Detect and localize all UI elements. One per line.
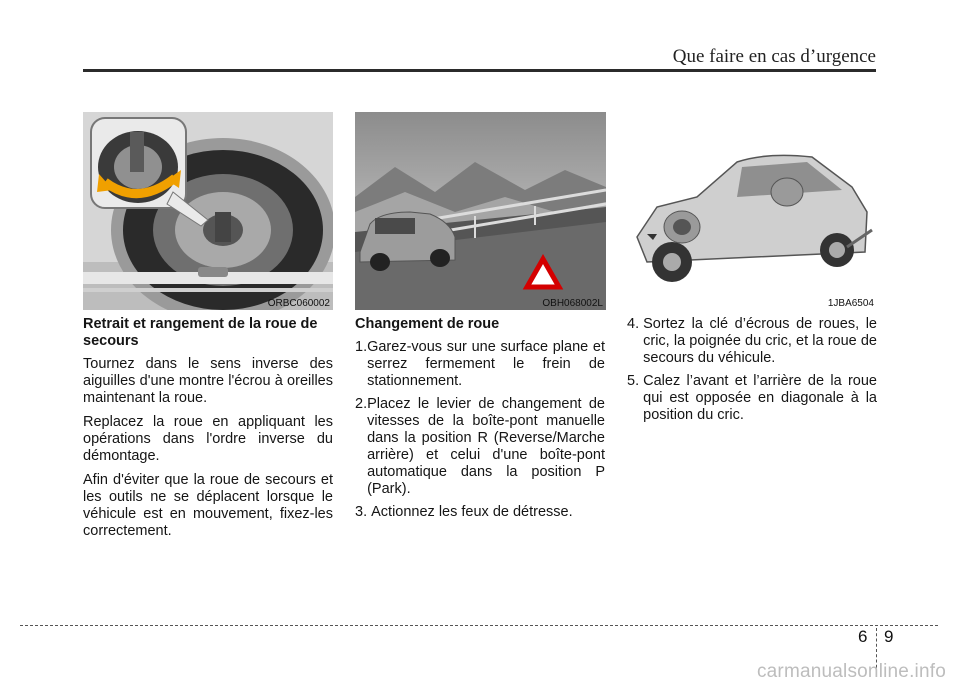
item-number: 4. xyxy=(627,316,644,332)
column-spare-wheel xyxy=(83,316,333,547)
page-header-title: Que faire en cas d’urgence xyxy=(672,46,876,67)
list-item xyxy=(627,316,877,367)
figure-car-jack xyxy=(627,112,877,310)
item-number: 2. xyxy=(355,396,368,412)
list-item xyxy=(627,373,877,424)
item-number: 5. xyxy=(627,373,644,389)
footer-dashed-rule xyxy=(20,625,938,626)
paragraph: Tournez dans le sens inverse des aiguilles d'une montre l'écrou à oreilles maintenant la roue. xyxy=(83,356,333,406)
item-text: Actionnez les feux de détresse. xyxy=(371,504,573,520)
column-wheel-change xyxy=(355,316,605,527)
section-heading: Changement de roue xyxy=(355,316,500,332)
figure-caption: 1JBA6504 xyxy=(827,298,874,309)
item-text: Garez-vous sur une surface plane et serrez fermement le frein de stationnement. xyxy=(367,339,605,389)
car-jack-illustration xyxy=(627,112,877,310)
item-text: Calez l’avant et l’arrière de la roue qui est opposée en diagonale à la position du cric. xyxy=(643,373,877,423)
spare-tire-illustration xyxy=(83,112,333,310)
hazard-parking-illustration xyxy=(355,112,606,310)
paragraph: Afin d'éviter que la roue de secours et les outils ne se déplacent lorsque le véhicule est en mouvement, fixez-les correctement. xyxy=(83,472,333,539)
page-number: 9 xyxy=(884,627,894,646)
figure-hazard-parking xyxy=(355,112,606,310)
list-item xyxy=(355,396,605,498)
column-wheel-change-continued xyxy=(627,316,877,430)
figure-caption: ORBC060002 xyxy=(267,298,330,309)
watermark: carmanualsonline.info xyxy=(756,661,946,682)
chapter-number: 6 xyxy=(858,627,868,646)
item-number: 3. xyxy=(355,504,372,520)
figure-spare-tire xyxy=(83,112,333,310)
section-heading: Retrait et rangement de la roue de secours xyxy=(83,316,318,349)
header-rule xyxy=(83,69,876,72)
paragraph: Replacez la roue en appliquant les opérations dans l'ordre inverse du démontage. xyxy=(83,414,333,464)
list-item xyxy=(355,504,605,521)
figure-caption: OBH068002L xyxy=(542,298,603,309)
item-text: Placez le levier de changement de vitesses de la boîte-pont manuelle dans la position R (Reverse/Marche arrière) et celui d'une boîte-pont automatique dans la position P (Park). xyxy=(367,396,605,497)
list-item xyxy=(355,339,605,390)
item-text: Sortez la clé d’écrous de roues, le cric, la poignée du cric, et la roue de secours du véhicule. xyxy=(643,316,877,366)
item-number: 1. xyxy=(355,339,368,355)
